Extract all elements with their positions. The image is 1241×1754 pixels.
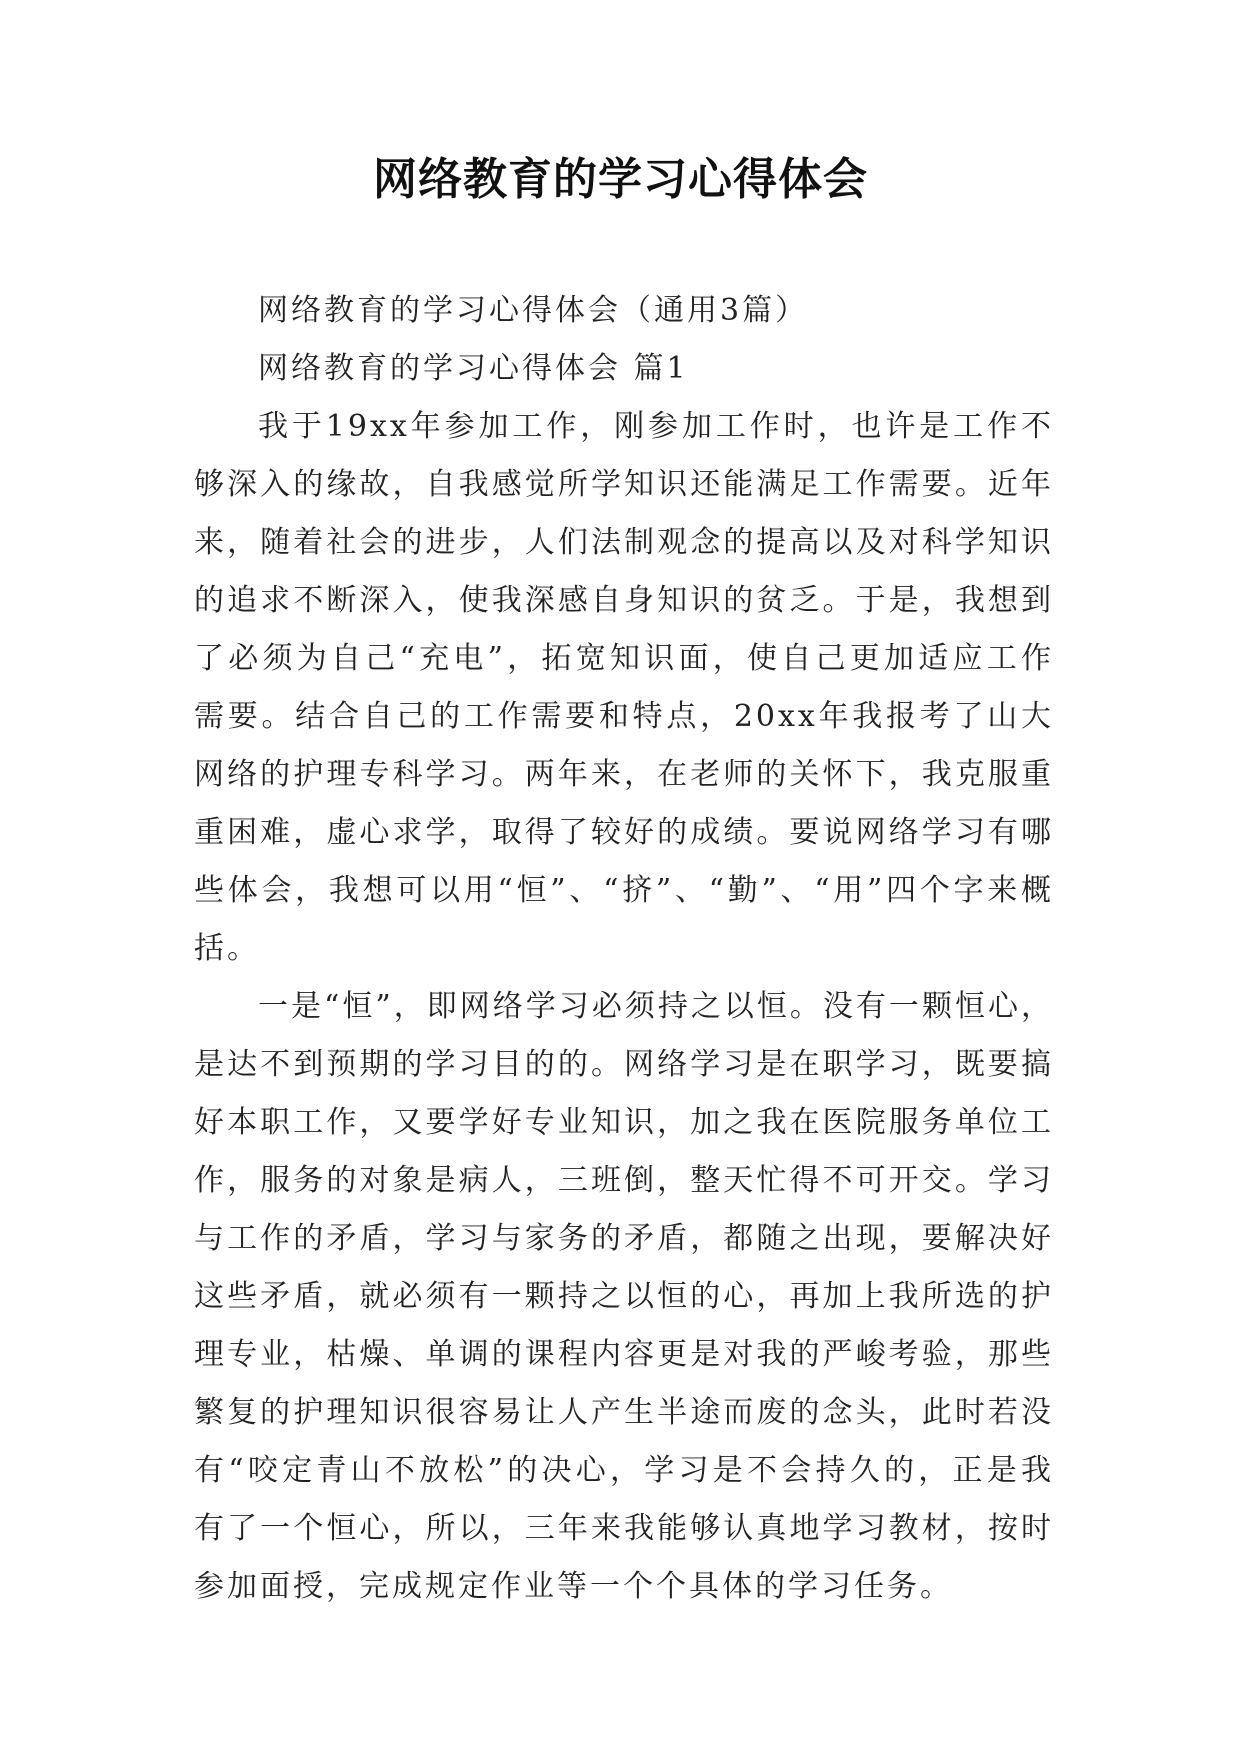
document-title: 网络教育的学习心得体会	[373, 154, 868, 205]
subtitle-paragraph: 网络教育的学习心得体会（通用3篇）	[258, 293, 809, 328]
document-body	[194, 282, 1054, 1616]
body-paragraph: 一是“恒”，即网络学习必须持之以恒。没有一颗恒心，是达不到预期的学习目的的。网络学习是在职学习，既要搞好本职工作，又要学好专业知识，加之我在医院服务单位工作，服务的对象是病人，三班倒，整天忙得不可开交。学习与工作的矛盾，学习与家务的矛盾，都随之出现，要解决好这些矛盾，就必须有一颗持之以恒的心，再加上我所选的护理专业，枯燥、单调的课程内容更是对我的严峻考验，那些繁复的护理知识很容易让人产生半途而废的念头，此时若没有“咬定青山不放松”的决心，学习是不会持久的，正是我有了一个恒心，所以，三年来我能够认真地学习教材，按时参加面授，完成规定作业等一个个具体的学习任务。	[194, 989, 1054, 1604]
section-heading: 网络教育的学习心得体会 篇1	[258, 351, 689, 386]
body-paragraph: 我于19xx年参加工作，刚参加工作时，也许是工作不够深入的缘故，自我感觉所学知识还能满足工作需要。近年来，随着社会的进步，人们法制观念的提高以及对科学知识的追求不断深入，使我深感自身知识的贫乏。于是，我想到了必须为自己“充电”，拓宽知识面，使自己更加适应工作需要。结合自己的工作需要和特点，20xx年我报考了山大网络的护理专科学习。两年来，在老师的关怀下，我克服重重困难，虚心求学，取得了较好的成绩。要说网络学习有哪些体会，我想可以用“恒”、“挤”、“勤”、“用”四个字来概括。	[194, 409, 1054, 966]
